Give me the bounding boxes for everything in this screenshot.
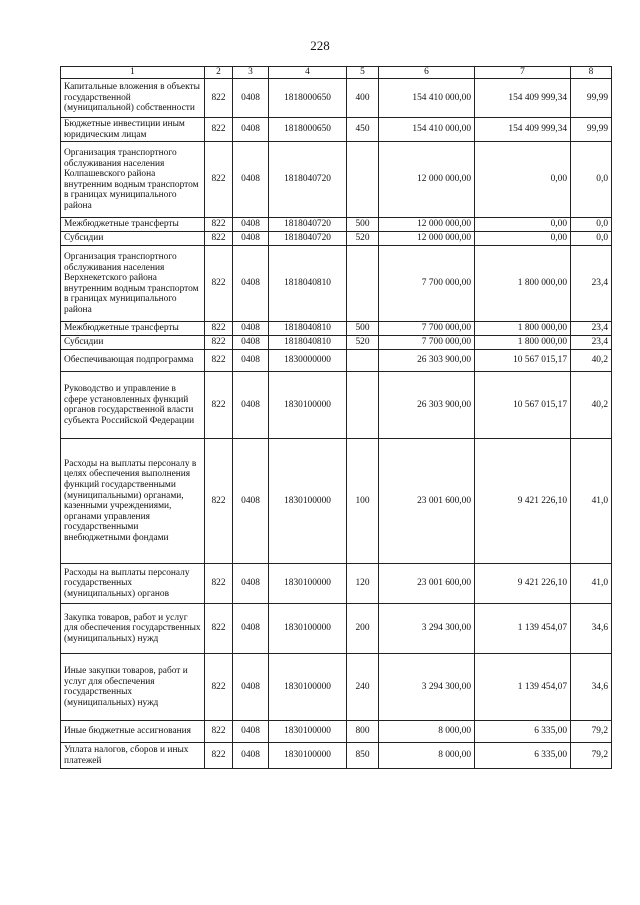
cell-plan: 7 700 000,00 [379,322,475,336]
cell-rzpr: 0408 [233,336,269,350]
cell-csr: 1830000000 [269,350,347,372]
cell-ved: 822 [205,604,233,654]
cell-ved: 822 [205,439,233,564]
cell-fact: 1 800 000,00 [475,322,571,336]
cell-percent: 0,0 [571,218,612,232]
table-row [61,743,612,769]
cell-vr: 120 [347,564,379,604]
cell-percent: 79,2 [571,743,612,769]
cell-csr: 1830100000 [269,604,347,654]
cell-csr: 1830100000 [269,743,347,769]
cell-fact: 0,00 [475,142,571,218]
cell-plan: 23 001 600,00 [379,564,475,604]
cell-vr: 450 [347,118,379,142]
cell-fact: 1 800 000,00 [475,246,571,322]
table-row [61,79,612,118]
column-header-2: 2 [205,67,233,79]
cell-vr: 240 [347,654,379,721]
table-row [61,654,612,721]
cell-vr: 800 [347,721,379,743]
cell-percent: 41,0 [571,564,612,604]
cell-ved: 822 [205,79,233,118]
row-name: Руководство и управление в сфере установленных функций органов государственной власти субъекта Российской Федерации [61,372,205,439]
cell-fact: 9 421 226,10 [475,439,571,564]
table-row [61,118,612,142]
cell-ved: 822 [205,350,233,372]
cell-csr: 1818040720 [269,218,347,232]
table-row [61,721,612,743]
cell-fact: 154 409 999,34 [475,118,571,142]
row-name: Иные закупки товаров, работ и услуг для обеспечения государственных (муниципальных) нужд [61,654,205,721]
row-name: Организация транспортного обслуживания населения Верхнекетского района внутренним водным транспортом в границах муниципального района [61,246,205,322]
cell-percent: 0,0 [571,142,612,218]
table-row [61,564,612,604]
cell-plan: 12 000 000,00 [379,218,475,232]
cell-fact: 0,00 [475,232,571,246]
budget-table [60,66,612,769]
row-name: Иные бюджетные ассигнования [61,721,205,743]
cell-rzpr: 0408 [233,604,269,654]
row-name: Расходы на выплаты персоналу в целях обеспечения выполнения функций государственными (муниципальными) органами, казенными учреждениями, органами управления государственными внебюджетными фондами [61,439,205,564]
page-number: 228 [310,38,330,53]
cell-percent: 23,4 [571,322,612,336]
cell-rzpr: 0408 [233,79,269,118]
cell-plan: 7 700 000,00 [379,336,475,350]
cell-ved: 822 [205,118,233,142]
cell-vr [347,350,379,372]
cell-ved: 822 [205,743,233,769]
cell-csr: 1818040810 [269,336,347,350]
cell-percent: 0,0 [571,232,612,246]
cell-rzpr: 0408 [233,564,269,604]
cell-fact: 1 139 454,07 [475,654,571,721]
cell-rzpr: 0408 [233,372,269,439]
cell-percent: 99,99 [571,118,612,142]
column-header-5: 5 [347,67,379,79]
table-row [61,218,612,232]
row-name: Субсидии [61,336,205,350]
cell-csr: 1818040720 [269,232,347,246]
cell-ved: 822 [205,218,233,232]
cell-rzpr: 0408 [233,654,269,721]
cell-vr: 520 [347,232,379,246]
row-name: Межбюджетные трансферты [61,322,205,336]
cell-plan: 26 303 900,00 [379,350,475,372]
cell-percent: 34,6 [571,654,612,721]
cell-ved: 822 [205,721,233,743]
cell-ved: 822 [205,372,233,439]
cell-csr: 1818040810 [269,246,347,322]
cell-vr: 500 [347,322,379,336]
cell-rzpr: 0408 [233,142,269,218]
table-row [61,142,612,218]
cell-rzpr: 0408 [233,118,269,142]
table-row [61,232,612,246]
cell-rzpr: 0408 [233,439,269,564]
cell-ved: 822 [205,246,233,322]
cell-plan: 23 001 600,00 [379,439,475,564]
row-name: Обеспечивающая подпрограмма [61,350,205,372]
table-row [61,350,612,372]
table-row [61,372,612,439]
cell-fact: 0,00 [475,218,571,232]
row-name: Субсидии [61,232,205,246]
cell-plan: 8 000,00 [379,721,475,743]
cell-percent: 40,2 [571,372,612,439]
cell-csr: 1818040720 [269,142,347,218]
row-name: Организация транспортного обслуживания населения Колпашевского района внутренним водным транспортом в границах муниципального района [61,142,205,218]
cell-fact: 1 139 454,07 [475,604,571,654]
cell-plan: 7 700 000,00 [379,246,475,322]
column-header-8: 8 [571,67,612,79]
cell-percent: 40,2 [571,350,612,372]
cell-fact: 10 567 015,17 [475,372,571,439]
cell-ved: 822 [205,142,233,218]
column-header-7: 7 [475,67,571,79]
cell-vr [347,372,379,439]
cell-csr: 1830100000 [269,564,347,604]
table-row [61,439,612,564]
table-body [61,79,612,769]
cell-vr: 850 [347,743,379,769]
cell-plan: 8 000,00 [379,743,475,769]
cell-rzpr: 0408 [233,322,269,336]
row-name: Уплата налогов, сборов и иных платежей [61,743,205,769]
cell-plan: 154 410 000,00 [379,118,475,142]
column-header-1: 1 [61,67,205,79]
header-row [61,67,612,79]
column-header-3: 3 [233,67,269,79]
cell-plan: 12 000 000,00 [379,232,475,246]
cell-ved: 822 [205,564,233,604]
column-header-6: 6 [379,67,475,79]
cell-ved: 822 [205,232,233,246]
cell-csr: 1830100000 [269,654,347,721]
row-name: Капитальные вложения в объекты государственной (муниципальной) собственности [61,79,205,118]
cell-rzpr: 0408 [233,218,269,232]
cell-vr [347,142,379,218]
cell-fact: 6 335,00 [475,721,571,743]
table-row [61,336,612,350]
cell-percent: 23,4 [571,246,612,322]
cell-rzpr: 0408 [233,232,269,246]
cell-plan: 154 410 000,00 [379,79,475,118]
cell-csr: 1830100000 [269,721,347,743]
cell-percent: 99,99 [571,79,612,118]
cell-csr: 1818000650 [269,79,347,118]
cell-vr: 520 [347,336,379,350]
cell-fact: 154 409 999,34 [475,79,571,118]
row-name: Бюджетные инвестиции иным юридическим лицам [61,118,205,142]
column-header-4: 4 [269,67,347,79]
cell-percent: 41,0 [571,439,612,564]
cell-vr: 500 [347,218,379,232]
cell-csr: 1818040810 [269,322,347,336]
table-row [61,604,612,654]
cell-rzpr: 0408 [233,743,269,769]
cell-percent: 23,4 [571,336,612,350]
table-row [61,246,612,322]
row-name: Закупка товаров, работ и услуг для обеспечения государственных (муниципальных) нужд [61,604,205,654]
cell-csr: 1818000650 [269,118,347,142]
cell-percent: 79,2 [571,721,612,743]
cell-fact: 9 421 226,10 [475,564,571,604]
cell-vr: 100 [347,439,379,564]
cell-plan: 12 000 000,00 [379,142,475,218]
cell-fact: 10 567 015,17 [475,350,571,372]
cell-ved: 822 [205,654,233,721]
cell-plan: 26 303 900,00 [379,372,475,439]
cell-csr: 1830100000 [269,439,347,564]
cell-fact: 6 335,00 [475,743,571,769]
cell-rzpr: 0408 [233,350,269,372]
cell-fact: 1 800 000,00 [475,336,571,350]
cell-ved: 822 [205,336,233,350]
cell-vr: 400 [347,79,379,118]
cell-ved: 822 [205,322,233,336]
row-name: Расходы на выплаты персоналу государственных (муниципальных) органов [61,564,205,604]
cell-vr: 200 [347,604,379,654]
cell-rzpr: 0408 [233,246,269,322]
cell-plan: 3 294 300,00 [379,604,475,654]
cell-plan: 3 294 300,00 [379,654,475,721]
cell-rzpr: 0408 [233,721,269,743]
cell-csr: 1830100000 [269,372,347,439]
cell-percent: 34,6 [571,604,612,654]
cell-vr [347,246,379,322]
table-row [61,322,612,336]
row-name: Межбюджетные трансферты [61,218,205,232]
